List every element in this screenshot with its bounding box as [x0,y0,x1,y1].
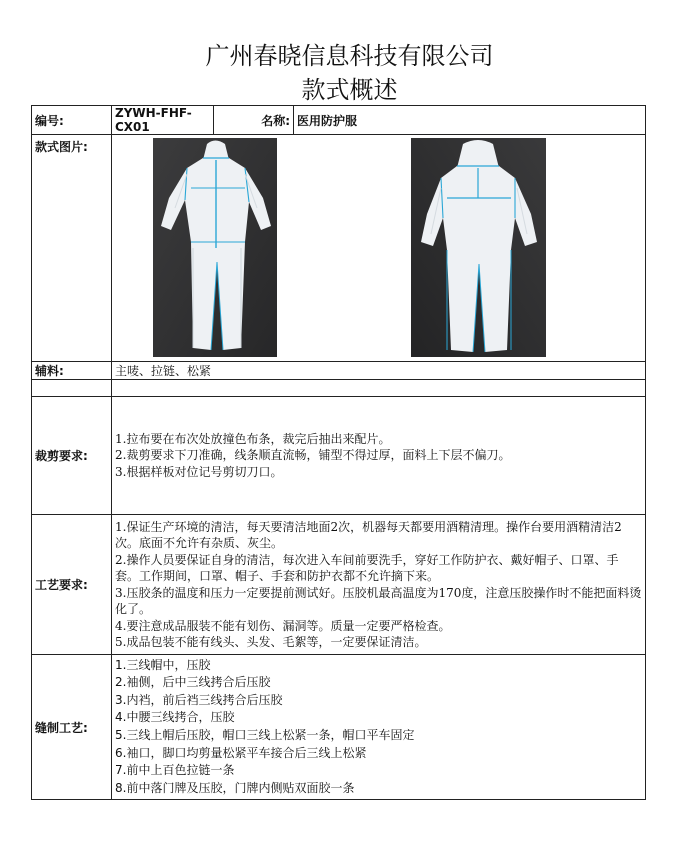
sewing-item: 1.三线帽中，压胶 [115,657,211,672]
images-label: 款式图片: [32,135,112,362]
images-row [32,135,646,362]
sewing-process [112,655,646,800]
sewing-label: 缝制工艺: [32,655,112,800]
front-view-protective-suit-photo [153,138,277,357]
process-label: 工艺要求: [32,515,112,655]
process-row [32,515,646,655]
document-title: 款式概述 [301,76,398,104]
process-item: 4.要注意成品服装不能有划伤、漏洞等。质量一定要严格检查。 [115,618,451,633]
accessories-value: 主唛、拉链、松紧 [112,362,646,380]
cutting-label: 裁剪要求: [32,397,112,515]
accessories-row [32,362,646,380]
back-view-protective-suit-photo [411,138,546,357]
cutting-item: 3.根据样板对位记号剪切刀口。 [115,464,283,479]
process-requirements [112,515,646,655]
style-overview-table [31,105,646,800]
info-row [32,106,646,135]
cutting-requirements [112,397,646,515]
process-item: 3.压胶条的温度和压力一定要提前测试好。压胶机最高温度为170度，注意压胶操作时不能把面料烫化了。 [115,585,642,616]
sewing-item: 6.袖口，脚口均剪量松紧平车接合后三线上松紧 [115,745,367,760]
empty-row [32,380,646,397]
empty-cell [112,380,646,397]
sewing-item: 2.袖侧，后中三线拷合后压胶 [115,675,271,690]
cutting-item: 1.拉布要在布次处放撞色布条，裁完后抽出来配片。 [115,431,391,446]
sewing-item: 8.前中落门牌及压胶，门牌内侧贴双面胶一条 [115,780,355,795]
process-item: 1.保证生产环境的清洁，每天要清洁地面2次，机器每天都要用酒精清理。操作台要用酒精清洁2次。底面不允许有杂质、灰尘。 [115,519,622,550]
process-item: 2.操作人员要保证自身的清洁，每次进入车间前要洗手，穿好工作防护衣、戴好帽子、口罩、手套。工作期间，口罩、帽子、手套和防护衣都不允许摘下来。 [115,552,619,583]
accessories-label: 辅料: [32,362,112,380]
sewing-row [32,655,646,800]
name-label: 名称: [214,106,294,135]
sewing-item: 7.前中上百色拉链一条 [115,763,235,778]
company-name: 广州春晓信息科技有限公司 [205,42,494,70]
process-item: 5.成品包装不能有线头、头发、毛絮等，一定要保证清洁。 [115,635,427,649]
sewing-item: 3.内裆，前后裆三线拷合后压胶 [115,692,283,707]
code-value: ZYWH-FHF-CX01 [112,106,214,135]
cutting-item: 2.裁剪要求下刀准确，线条顺直流畅，铺型不得过厚，面料上下层不偏刀。 [115,448,511,463]
code-label: 编号: [32,106,112,135]
cutting-row [32,397,646,515]
name-value: 医用防护服 [294,106,646,135]
sewing-item: 4.中腰三线拷合，压胶 [115,710,235,725]
empty-cell [32,380,112,397]
images-cell [112,135,646,362]
sewing-item: 5.三线上帽后压胶，帽口三线上松紧一条，帽口平车固定 [115,728,415,742]
